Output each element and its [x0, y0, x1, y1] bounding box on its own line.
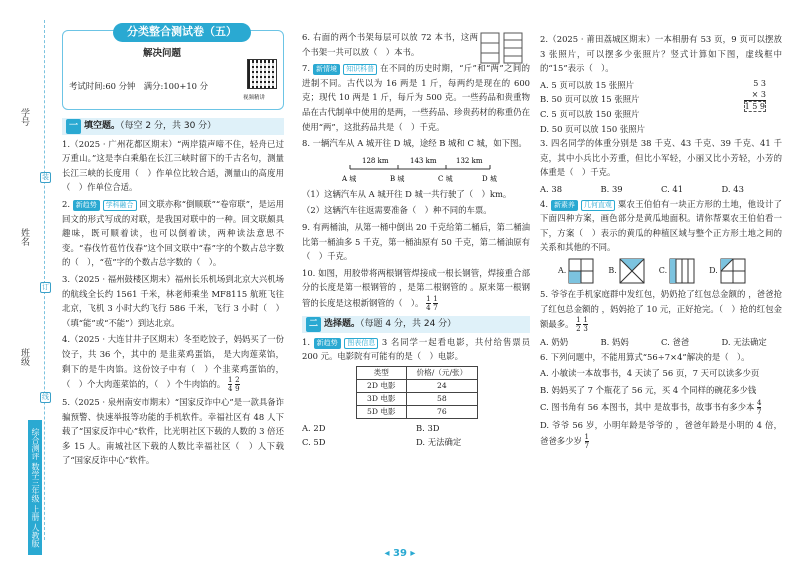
- section-title: 填空题。: [84, 121, 121, 131]
- plan-squares: [558, 258, 782, 284]
- column-1: [62, 25, 284, 470]
- question-8-2: （2）这辆汽车往返需要准备（ ）种不同的车票。: [302, 205, 492, 216]
- option[interactable]: A. 小敏读一本故事书，4 天读了 56 页，7 天可以读多少页: [540, 368, 760, 379]
- plan-c-square: [669, 258, 695, 284]
- option[interactable]: D. 43: [721, 183, 744, 194]
- question-7: 7. 新情境 知识科普 在不同的历史时期，“斤”和“两”之间的进制不同。古代以为 16 两是 1 斤，每两约是现在的 600 克；现代 10 两是 1 斤，每斤为 500 克。一些药品和贵重物品在古代制单中使用的是两，一些药品、珍贵药材的称重仍在使用“两”，这批药品共是（ ）千克。: [302, 63, 530, 132]
- option[interactable]: C.: [659, 258, 695, 284]
- column-3: [540, 32, 782, 452]
- label-name: 姓名: [19, 228, 29, 246]
- city-b: B 城: [390, 174, 405, 183]
- option[interactable]: B. 妈妈: [600, 337, 629, 348]
- choice-1: 1. 新趋势 图表信息 3 名同学一起看电影，共付给售票员 200 元。电影院有可能有的是（ ）电影。: [302, 336, 530, 362]
- section-choice: [302, 316, 530, 333]
- choice-5-options: [540, 335, 782, 350]
- question-8: 8. 一辆汽车从 A 城开往 D 城，途经 B 城和 C 城，如下图。: [302, 138, 527, 149]
- option[interactable]: A. 奶奶: [540, 337, 569, 348]
- plan-a-square: [568, 258, 594, 284]
- tag-geometry: 几何直观: [581, 200, 615, 211]
- table-row: 2D 电影 24: [357, 379, 478, 392]
- question-6: 6. 右面的两个书架每层可以放 72 本书，这两个书架一共可以放（ ）本书。: [302, 30, 530, 59]
- option[interactable]: C. 爸爸: [661, 337, 690, 348]
- choice-1-options: [302, 421, 530, 450]
- question-3: 3.（2025 · 福州鼓楼区期末）福州长乐机场到北京大兴机场的航线全长约 1561 千米，林老师乘坐 MF8115 航班飞往北京，飞机 3 小时大约飞行 586 千米，飞行 3 小时（ ）（填“能”或“不能”）到达北京。: [62, 273, 284, 328]
- choice-4: 4. 新素养 几何直观 粟农王伯伯有一块正方形的土地，他设计了下面四种方案，画色部分是黄瓜地面积。请你帮粟农王伯伯看一下，方案（ ）表示的黄瓜的种植区域与整个正方形土地之间的关系和其他的不同。: [540, 198, 783, 253]
- fraction: $\frac{1}{7}$: [433, 294, 438, 312]
- distance-ab: 128 km: [362, 156, 389, 165]
- city-d: D 城: [482, 174, 497, 183]
- option[interactable]: D. 爷爷 56 岁，小明年龄是爷爷的 ，爸爸年龄是小明的 4 倍，爸爸多少岁 $\frac{1}{7}$: [540, 420, 782, 451]
- option[interactable]: D.: [709, 258, 746, 284]
- vertical-calculation: 5 3 × 3 1 5 9: [744, 78, 766, 111]
- fraction: $\frac{1}{7}$: [584, 433, 590, 451]
- choice-2: 2.（2025 · 莆田荔城区期末）一本相册有 53 页，9 页可以摆放 3 张照片，可以摆多少张照片？竖式计算如下图，虚线框中的“15”表示（ ）。: [540, 34, 782, 74]
- cut-line: [44, 20, 45, 540]
- cut-mark: 线: [42, 393, 49, 401]
- fraction: $\frac{1}{3}$: [583, 316, 588, 334]
- tag-chart-info: 图表信息: [344, 338, 378, 349]
- option[interactable]: A. 2D: [302, 422, 326, 433]
- option[interactable]: D. 无法确定: [416, 437, 462, 448]
- question-5: 5.（2025 · 泉州南安市期末）“国家反诈中心”是一款具备诈骗预警、快速举报等功能的手机软件。幸福社区有 48 人下载了“国家反诈中心”软件，比光明社区下载的人数的 3 倍还多 15 人。南城社区下载的人数比幸福社区（ ）人下载了“国家反诈中心”软件。: [62, 397, 284, 466]
- option[interactable]: B. 妈妈买了 7 个瓶花了 56 元，买 4 个同样的碗花多少钱: [540, 384, 757, 395]
- tag-new-trend: 新趋势: [314, 338, 341, 349]
- option[interactable]: B. 3D: [416, 422, 440, 433]
- choice-3: 3. 四名同学的体重分别是 38 千克、43 千克、39 千克、41 千克，其中小兵比小芳重，但比小军轻，小丽又比小芳轻，小芳的体重是（ ）千克。: [540, 138, 782, 178]
- label-student-number: 学号: [19, 108, 29, 126]
- option[interactable]: C. 5D: [302, 437, 326, 448]
- question-2-text: 回文联亦称“倒顺联”“卷帘联”，是运用回文的形式写成的对联，是我国对联中的一种。回文联颇具趣味，既可顺着读，也可以倒着读，两种读法意思不变。“春伐竹苞竹伐春”这个回文联中“春”字的个数占总字数的（ ），“苞”字的个数占总字数的（ ）。: [62, 198, 284, 268]
- section-number: 一: [66, 119, 81, 134]
- question-10: 10. 如图，用胶带将两根钢管焊接成一根长钢管，焊接重合部分的长度是第一根钢管的 ，是第二根钢管的 。原来第一根钢管的长度是这根新钢管的（ ）。 $\frac{1}{4}$ $\frac{1}{7}$: [302, 267, 530, 312]
- fraction: $\frac{1}{4}$: [426, 294, 431, 312]
- section-note: （每空 2 分，共 30 分）: [120, 121, 217, 131]
- question-4: 4.（2025 · 大连甘井子区期末）冬至吃饺子，妈妈买了一份饺子，共 36 个，其中的 是韭菜鸡蛋馅， 是大肉莲菜馅，剩下的是牛肉馅。这份饺子中有（ ）个韭菜鸡蛋馅的，（ ）个大肉莲菜馅的，（ ）个牛肉馅的。 $\frac{1}{4}$ $\frac{2}{9}$: [62, 334, 284, 394]
- fraction: $\frac{1}{4}$: [227, 376, 233, 394]
- option[interactable]: A. 5 页可以放 15 张照片: [540, 79, 634, 90]
- table-row: 3D 电影 58: [357, 392, 478, 405]
- table-row: 5D 电影 76: [357, 405, 478, 418]
- fraction: $\frac{2}{9}$: [235, 376, 240, 394]
- table-header: 类型: [357, 366, 407, 379]
- test-meta: 考试时间:60 分钟 满分:100+10 分: [69, 81, 209, 91]
- city-c: C 城: [438, 174, 453, 183]
- question-1: 1.（2025 · 广州花都区期末）“两岸猿声啼不住，轻舟已过万重山。”这是李白乘船在长江三峡时留下的千古名句，测量长江三峡的长度用（ ）作单位比较合适，测量山的高度用（ ）作单位合适。: [62, 138, 284, 193]
- tag-new-literacy: 新素养: [551, 200, 578, 211]
- question-9: 9. 有两桶油，从第一桶中倒出 20 千克给第二桶后，第二桶油比第一桶油多 5 千克，第一桶油原有 50 千克，第二桶油原有（ ）千克。: [302, 221, 530, 262]
- fraction: $\frac{4}{7}$: [757, 399, 762, 417]
- section-number: 二: [306, 317, 321, 332]
- city-a: A 城: [342, 174, 357, 183]
- qr-label: 视频精讲: [243, 95, 266, 101]
- section-title: 选择题。: [324, 318, 361, 329]
- plan-b-square: [619, 258, 645, 284]
- option[interactable]: C. 图书角有 56 本图书，其中 是故事书，故事书有多少本 $\frac{4}{7}$: [540, 399, 762, 417]
- route-line: [340, 153, 500, 187]
- option[interactable]: C. 5 页可以放 150 张照片: [540, 108, 640, 119]
- section-fill-blank: [62, 118, 284, 135]
- tag-subject-fusion: 学科融合: [103, 200, 137, 211]
- distance-bc: 143 km: [410, 156, 437, 165]
- price-table: [356, 366, 478, 419]
- choice-6-options: [540, 366, 782, 450]
- choice-2-options: [540, 78, 782, 136]
- label-class: 班级: [19, 348, 29, 366]
- option[interactable]: B.: [608, 258, 644, 284]
- question-8-1: （1）这辆汽车从 A 城开往 D 城一共行驶了（ ）km。: [302, 188, 512, 199]
- binding-margin: [0, 0, 56, 569]
- tag-knowledge: 知识科普: [343, 64, 377, 75]
- option[interactable]: A. 38: [540, 183, 563, 194]
- choice-6: 6. 下列问题中，不能用算式“56÷7×4”解决的是（ ）。: [540, 351, 750, 362]
- fraction: $\frac{1}{2}$: [576, 316, 581, 334]
- route-diagram: [340, 153, 500, 187]
- test-header: [62, 25, 284, 110]
- option[interactable]: D. 无法确定: [721, 337, 767, 348]
- choice-3-options: [540, 182, 782, 197]
- page-number: ◂ 39 ▸: [384, 548, 416, 559]
- tag-new-context: 新情境: [313, 64, 340, 75]
- option[interactable]: D. 50 页可以放 150 张照片: [540, 123, 645, 134]
- choice-5: 5. 爷爷在手机家庭群中发红包，奶奶抢了红包总金额的 ，爸爸抢了红包总金额的 ，妈妈抢了 10 元，正好抢完。（ ）抢的红包金额最多。 $\frac{1}{2}$ $\frac{1}{3}$: [540, 288, 782, 334]
- table-header: 价格/（元/张）: [406, 366, 478, 379]
- option[interactable]: A.: [558, 258, 594, 284]
- test-subtitle: 解决问题: [143, 48, 182, 59]
- section-note: （每题 4 分，共 24 分）: [360, 318, 457, 329]
- option[interactable]: B. 39: [600, 183, 623, 194]
- tag-new-trend: 新趋势: [73, 200, 100, 211]
- test-title: 分类整合测试卷（五）: [113, 23, 251, 42]
- question-2: 2. 新趋势 学科融合 回文联亦称“倒顺联”“卷帘联”，是运用回文的形式写成的对联，是我国对联中的一种。回文联颇具趣味，既可顺着读，也可以倒着读，两种读法意思不变。“春伐竹苞竹伐春”这个回文联中“春”字的个数占总字数的（ ），“苞”字的个数占总字数的（ ）。: [62, 198, 284, 268]
- series-brand: 综合测评 数学三年级 上册 人教版: [28, 420, 42, 555]
- column-2: [302, 30, 530, 450]
- bookshelf-icon: [480, 32, 524, 64]
- cut-mark: 装: [42, 173, 49, 181]
- qr-code-icon[interactable]: [247, 59, 277, 89]
- cut-mark: 订: [42, 283, 49, 291]
- distance-cd: 132 km: [456, 156, 483, 165]
- plan-d-square: [720, 258, 746, 284]
- option[interactable]: C. 41: [661, 183, 684, 194]
- option[interactable]: B. 50 页可以放 15 张照片: [540, 94, 640, 105]
